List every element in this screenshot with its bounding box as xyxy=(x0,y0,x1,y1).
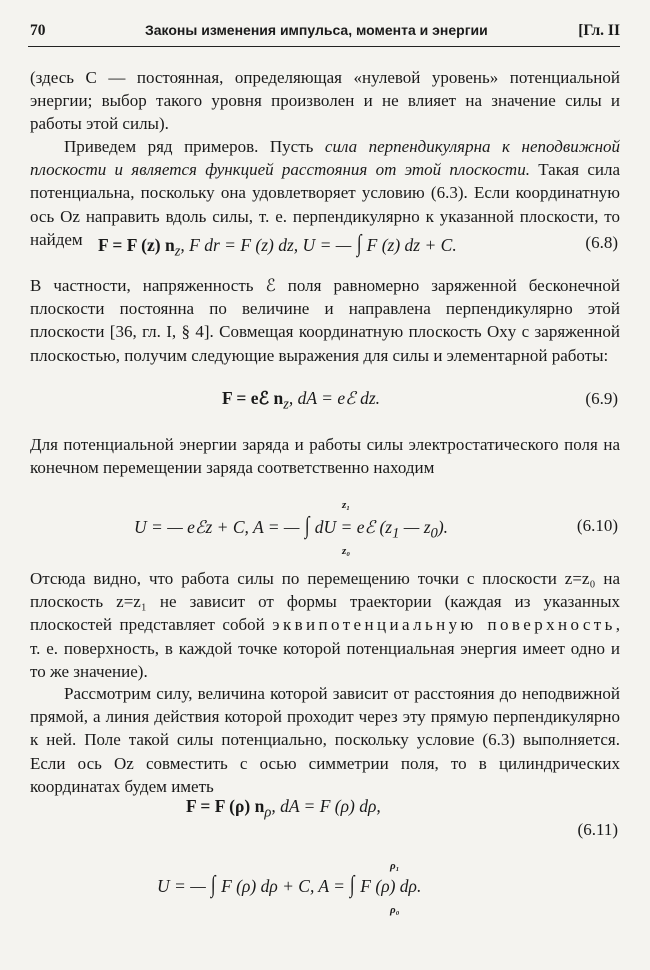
paragraph-3: В частности, напряженность ℰ поля равномерно заряженной бесконечной плоскости постоянна по величине и направлена перпендикулярно этой плоскости [36, гл. I, § 4]. Совмещая координатную плоскость Oxy с заряженной плоскостью, получим следующие выражения для силы и элементарной работы: xyxy=(30,276,620,365)
integral-upper-limit: ρ₁ xyxy=(390,860,400,872)
integral-sign: ∫ xyxy=(304,513,310,539)
equation-6-8: F = F (z) $n_z$, F dr = F (z) dz, U = — ∫ F (z) dz + C. xyxy=(98,231,457,260)
equation-number-6-9: (6.9) xyxy=(585,389,618,408)
integral-lower-limit: ρ₀ xyxy=(390,904,400,916)
integral-sign: ∫ xyxy=(356,231,362,257)
equation-6-10: U = — eℰz + C, A = — ∫ dU = eℰ ($z_1$ — $z_0$). xyxy=(134,513,449,542)
equation-6-11-first: F = F (ρ) $n_\rho$, dA = F (ρ) dρ, xyxy=(186,796,381,821)
equation-number-6-10: (6.10) xyxy=(576,516,618,535)
integral-sign: ∫ xyxy=(350,872,355,898)
equation-number-6-11: (6.11) xyxy=(577,820,618,839)
equation-number-6-8: (6.8) xyxy=(585,233,618,252)
paragraph-5: Отсюда видно, что работа силы по перемещению точки с плоскости z=z₀ на плоскость z=z₁ не зависит от формы траектории (каждая из указанных плоскостей представляет собой эквипотенциальную поверхность, т. е. поверхность, в каждой точке которой потенциальная энергия имеет одно и то же значение). xyxy=(30,569,620,681)
chapter-label: [Гл. II xyxy=(578,22,620,39)
equation-6-9: F = eℰ $n_z$, dA = eℰ dz. xyxy=(222,388,381,413)
spaced-term: эквипотенциальную поверхность xyxy=(272,615,616,635)
integral-upper-limit: z₁ xyxy=(342,499,351,511)
equation-6-11-second: U = — ∫ F (ρ) dρ + C, A = ∫ F (ρ) dρ. xyxy=(157,872,422,898)
paragraph-1: (здесь C — постоянная, определяющая «нулевой уровень» потенциальной энергии; выбор такого уровня произволен и не влияет на значение силы и работы этой силы). xyxy=(30,68,620,134)
paragraph-4: Для потенциальной энергии заряда и работы силы электростатического поля на конечном перемещении заряда соответственно находим xyxy=(30,435,620,478)
page-number: 70 xyxy=(30,22,46,39)
paragraph-2-emphasis: сила перпендикулярна к неподвижной плоскости и является функцией расстояния от этой плоскости. xyxy=(30,137,621,180)
running-title: Законы изменения импульса, момента и энергии xyxy=(145,22,488,38)
paragraph-2-start: Приведем ряд примеров. Пусть xyxy=(64,137,325,156)
paragraph-6: Рассмотрим силу, величина которой зависит от расстояния до неподвижной прямой, а линия действия которой проходит через эту прямую перпендикулярно к ней. Поле такой силы потенциально, поскольку условие (6.3) выполняется. Если ось Oz совместить с осью симметрии поля, то в цилиндрических координатах будем иметь xyxy=(30,684,620,796)
integral-sign: ∫ xyxy=(211,872,216,898)
running-header xyxy=(30,22,620,46)
integral-lower-limit: z₀ xyxy=(342,545,351,557)
paragraph-2-end: Такая сила потенциальна, поскольку она удовлетворяет условию (6.3). Если координатную ось Oz направить вдоль силы, т. е. перпендикулярно к указанной плоскости, то найдем xyxy=(30,160,621,249)
header-rule xyxy=(28,46,620,47)
